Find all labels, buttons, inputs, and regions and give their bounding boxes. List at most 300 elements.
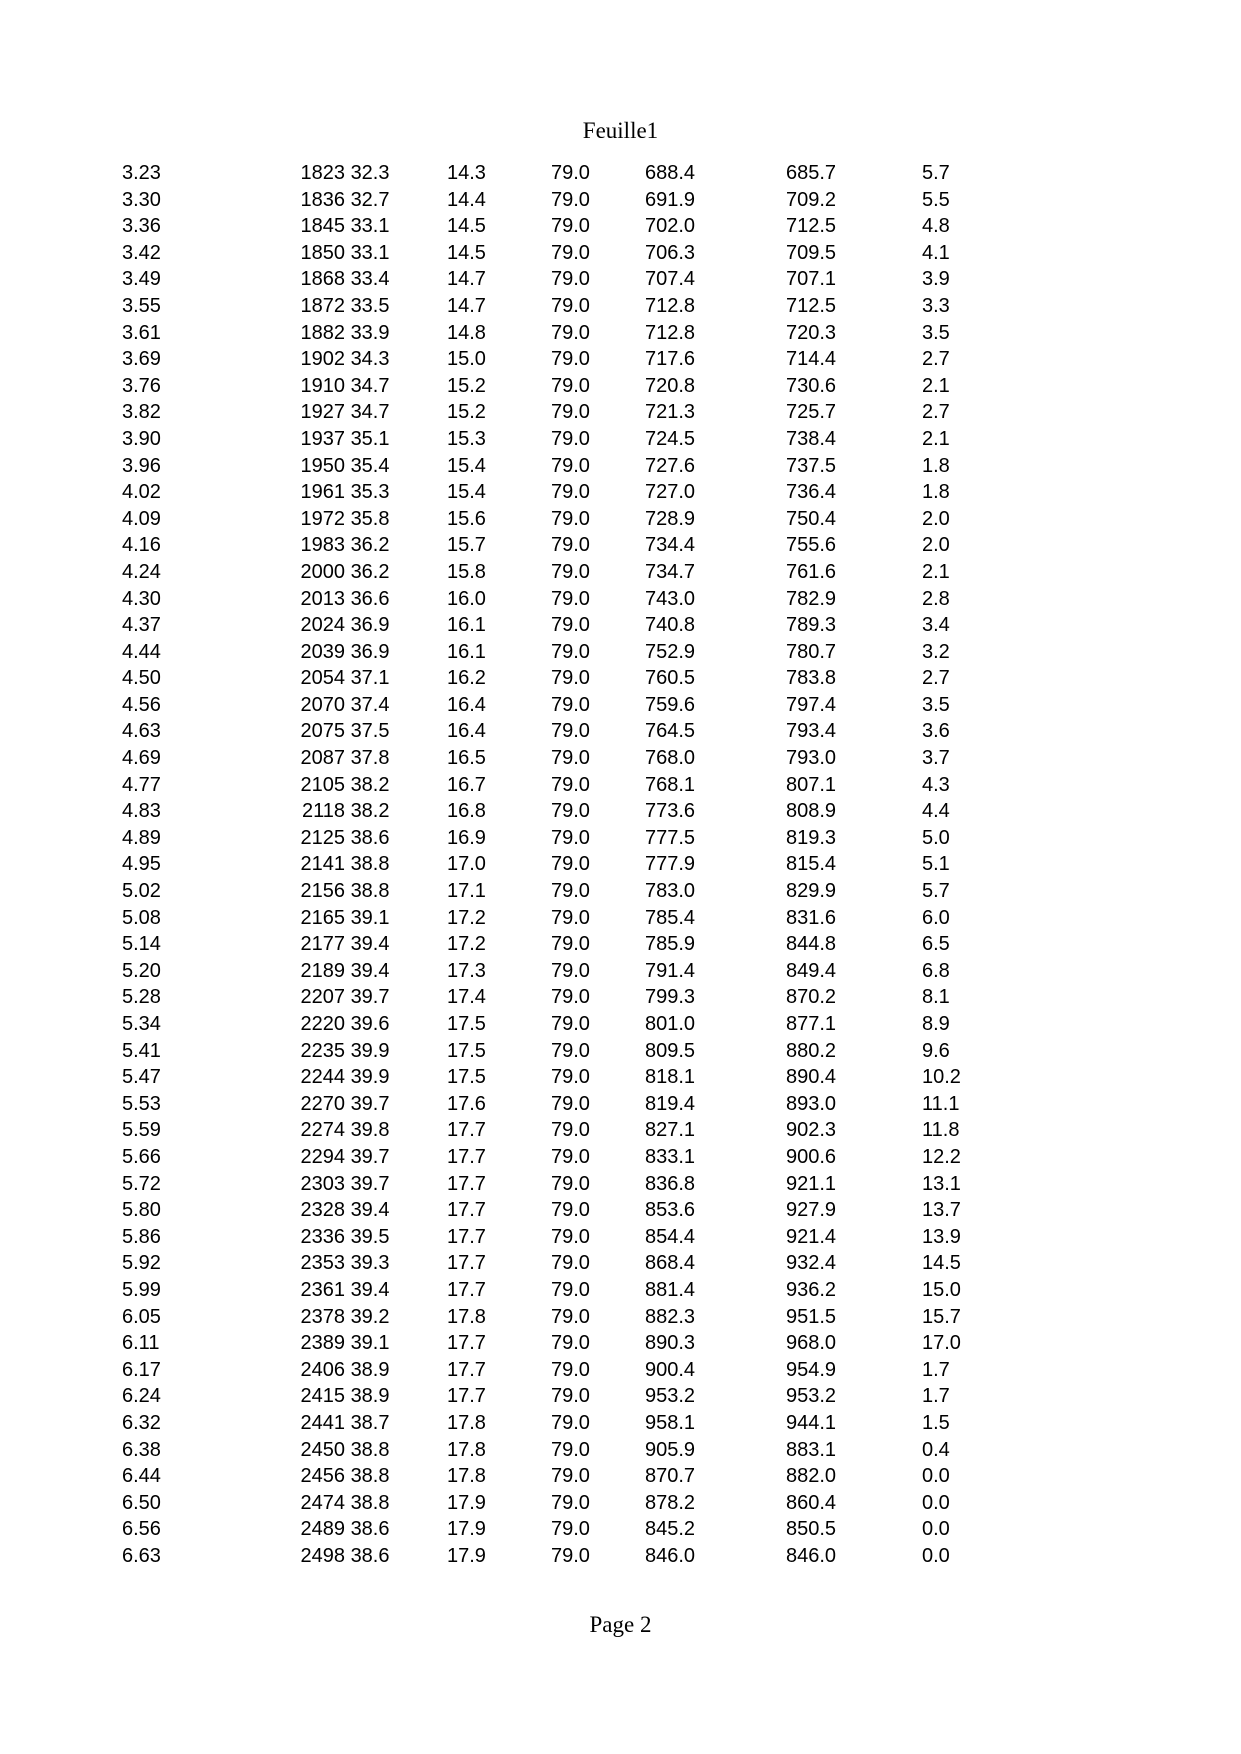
table-cell: 691.9 [645, 188, 696, 211]
table-cell: 2156 [300, 880, 345, 903]
table-cell: 3.5 [922, 693, 950, 716]
table-cell: 760.5 [645, 667, 696, 690]
table-cell: 17.7 [447, 1385, 486, 1408]
table-cell: 727.6 [645, 454, 696, 477]
table-cell: 2.7 [922, 667, 950, 690]
table-cell: 2070 [300, 693, 345, 716]
table-cell: 2207 [300, 986, 345, 1009]
table-row [0, 1516, 1241, 1543]
table-row [0, 1383, 1241, 1410]
table-cell: 725.7 [786, 401, 837, 424]
table-cell: 79.0 [551, 773, 590, 796]
table-cell: 16.8 [447, 800, 486, 823]
table-cell: 927.9 [786, 1199, 837, 1222]
table-cell: 2353 [300, 1252, 345, 1275]
table-row [0, 1224, 1241, 1251]
table-cell: 2294 [300, 1145, 345, 1168]
table-cell: 3.42 [122, 241, 161, 264]
table-row [0, 240, 1241, 267]
table-cell: 15.3 [447, 427, 486, 450]
table-cell: 39.3 [350, 1252, 390, 1275]
table-cell: 79.0 [551, 348, 590, 371]
table-row [0, 506, 1241, 533]
table-cell: 79.0 [551, 986, 590, 1009]
table-cell: 4.37 [122, 614, 161, 637]
table-cell: 14.8 [447, 321, 486, 344]
table-cell: 79.0 [551, 1092, 590, 1115]
table-cell: 877.1 [786, 1013, 837, 1035]
table-cell: 17.4 [447, 986, 486, 1009]
table-cell: 79.0 [551, 1039, 590, 1062]
table-cell: 34.7 [350, 401, 390, 424]
table-cell: 808.9 [786, 800, 837, 823]
table-cell: 15.4 [447, 454, 486, 477]
table-cell: 15.8 [447, 560, 486, 583]
table-cell: 79.0 [551, 1066, 590, 1089]
table-cell: 900.6 [786, 1145, 837, 1168]
table-cell: 720.8 [645, 374, 696, 397]
table-cell: 79.0 [551, 1199, 590, 1222]
table-cell: 16.4 [447, 693, 486, 716]
table-cell: 2177 [300, 933, 345, 956]
table-cell: 79.0 [551, 1225, 590, 1248]
table-cell: 79.0 [551, 534, 590, 557]
table-cell: 16.0 [447, 587, 486, 610]
table-cell: 17.7 [447, 1252, 486, 1275]
table-cell: 4.69 [122, 747, 161, 770]
table-cell: 777.5 [645, 826, 696, 849]
table-cell: 8.9 [922, 1013, 950, 1035]
table-cell: 768.1 [645, 773, 696, 796]
table-cell: 1845 [300, 215, 345, 238]
table-cell: 1927 [300, 401, 345, 424]
table-cell: 785.4 [645, 906, 696, 929]
table-cell: 2.1 [922, 374, 950, 397]
table-row [0, 426, 1241, 453]
table-cell: 2141 [300, 853, 345, 876]
table-cell: 768.0 [645, 747, 696, 770]
table-cell: 10.2 [922, 1066, 961, 1089]
table-cell: 3.5 [922, 321, 950, 344]
table-cell: 5.86 [122, 1225, 161, 1248]
table-cell: 79.0 [551, 880, 590, 903]
table-cell: 6.0 [922, 906, 950, 929]
table-cell: 38.6 [350, 1544, 390, 1567]
table-cell: 32.7 [350, 188, 390, 211]
table-cell: 79.0 [551, 294, 590, 317]
table-cell: 1.7 [922, 1385, 950, 1408]
table-cell: 2105 [300, 773, 345, 796]
table-cell: 5.14 [122, 933, 161, 956]
table-cell: 38.8 [350, 1465, 390, 1488]
table-cell: 6.50 [122, 1491, 161, 1514]
table-cell: 5.53 [122, 1092, 161, 1115]
table-row [0, 958, 1241, 985]
table-cell: 801.0 [645, 1013, 696, 1035]
table-cell: 860.4 [786, 1491, 837, 1514]
table-cell: 870.7 [645, 1465, 696, 1488]
table-cell: 2.0 [922, 507, 950, 530]
table-cell: 717.6 [645, 348, 696, 371]
table-cell: 35.3 [350, 481, 390, 504]
table-cell: 17.5 [447, 1039, 486, 1062]
table-cell: 844.8 [786, 933, 837, 956]
table-cell: 921.4 [786, 1225, 837, 1248]
table-cell: 0.0 [922, 1491, 950, 1514]
table-cell: 845.2 [645, 1518, 696, 1541]
table-cell: 6.32 [122, 1411, 161, 1434]
table-cell: 3.49 [122, 268, 161, 291]
table-cell: 79.0 [551, 321, 590, 344]
table-cell: 3.4 [922, 614, 950, 637]
table-row [0, 772, 1241, 799]
table-cell: 15.4 [447, 481, 486, 504]
table-cell: 1872 [300, 294, 345, 317]
table-cell: 79.0 [551, 1145, 590, 1168]
table-cell: 881.4 [645, 1278, 696, 1301]
table-cell: 39.7 [350, 1172, 390, 1195]
table-cell: 2125 [300, 826, 345, 849]
table-cell: 79.0 [551, 1013, 590, 1035]
table-cell: 783.0 [645, 880, 696, 903]
table-row [0, 1144, 1241, 1171]
table-cell: 79.0 [551, 1465, 590, 1488]
table-row [0, 559, 1241, 586]
table-cell: 791.4 [645, 959, 696, 982]
table-cell: 33.9 [350, 321, 390, 344]
table-cell: 1.8 [922, 481, 950, 504]
table-cell: 38.9 [350, 1358, 390, 1381]
table-cell: 13.1 [922, 1172, 961, 1195]
table-cell: 17.7 [447, 1199, 486, 1222]
table-cell: 2389 [300, 1332, 345, 1355]
table-cell: 17.1 [447, 880, 486, 903]
table-cell: 6.56 [122, 1518, 161, 1541]
table-cell: 4.3 [922, 773, 950, 796]
table-cell: 831.6 [786, 906, 837, 929]
table-cell: 728.9 [645, 507, 696, 530]
table-cell: 2336 [300, 1225, 345, 1248]
table-row [0, 1277, 1241, 1304]
table-cell: 36.9 [350, 614, 390, 637]
table-cell: 38.8 [350, 1491, 390, 1514]
table-row [0, 745, 1241, 772]
table-cell: 39.4 [350, 1199, 390, 1222]
table-row [0, 399, 1241, 426]
table-cell: 36.2 [350, 560, 390, 583]
table-cell: 37.8 [350, 747, 390, 770]
table-row [0, 293, 1241, 320]
table-cell: 8.1 [922, 986, 950, 1009]
table-cell: 39.4 [350, 933, 390, 956]
table-cell: 764.5 [645, 720, 696, 743]
table-cell: 5.59 [122, 1119, 161, 1142]
data-table [0, 160, 1241, 1569]
table-cell: 5.34 [122, 1013, 161, 1035]
table-cell: 39.7 [350, 986, 390, 1009]
table-row [0, 825, 1241, 852]
table-cell: 5.99 [122, 1278, 161, 1301]
table-cell: 5.1 [922, 853, 950, 876]
table-row [0, 1357, 1241, 1384]
table-row [0, 1410, 1241, 1437]
table-cell: 5.41 [122, 1039, 161, 1062]
table-cell: 14.7 [447, 268, 486, 291]
table-cell: 807.1 [786, 773, 837, 796]
table-cell: 730.6 [786, 374, 837, 397]
table-row [0, 931, 1241, 958]
table-cell: 79.0 [551, 162, 590, 184]
table-cell: 79.0 [551, 1172, 590, 1195]
table-cell: 79.0 [551, 1305, 590, 1328]
table-cell: 3.7 [922, 747, 950, 770]
table-row [0, 639, 1241, 666]
table-cell: 17.5 [447, 1066, 486, 1089]
table-cell: 17.7 [447, 1119, 486, 1142]
table-cell: 15.7 [447, 534, 486, 557]
table-cell: 4.02 [122, 481, 161, 504]
table-cell: 15.7 [922, 1305, 961, 1328]
table-cell: 2415 [300, 1385, 345, 1408]
table-row [0, 718, 1241, 745]
table-row [0, 1330, 1241, 1357]
table-cell: 6.17 [122, 1358, 161, 1381]
table-cell: 1902 [300, 348, 345, 371]
table-cell: 79.0 [551, 374, 590, 397]
table-cell: 39.6 [350, 1013, 390, 1035]
table-cell: 6.8 [922, 959, 950, 982]
table-cell: 2406 [300, 1358, 345, 1381]
table-cell: 2361 [300, 1278, 345, 1301]
table-cell: 79.0 [551, 1518, 590, 1541]
table-cell: 12.2 [922, 1145, 961, 1168]
table-cell: 39.7 [350, 1145, 390, 1168]
table-cell: 36.6 [350, 587, 390, 610]
table-cell: 2039 [300, 640, 345, 663]
table-cell: 3.61 [122, 321, 161, 344]
table-cell: 785.9 [645, 933, 696, 956]
table-cell: 34.7 [350, 374, 390, 397]
table-cell: 5.08 [122, 906, 161, 929]
table-cell: 2118 [301, 800, 345, 823]
table-cell: 38.9 [350, 1385, 390, 1408]
table-cell: 2024 [300, 614, 345, 637]
table-cell: 2054 [300, 667, 345, 690]
table-cell: 809.5 [645, 1039, 696, 1062]
table-cell: 878.2 [645, 1491, 696, 1514]
table-cell: 3.23 [122, 162, 161, 184]
table-cell: 79.0 [551, 853, 590, 876]
table-cell: 39.9 [350, 1039, 390, 1062]
table-row [0, 1304, 1241, 1331]
table-cell: 870.2 [786, 986, 837, 1009]
table-cell: 17.2 [447, 933, 486, 956]
table-cell: 79.0 [551, 640, 590, 663]
table-cell: 797.4 [786, 693, 837, 716]
table-cell: 2303 [300, 1172, 345, 1195]
table-cell: 1882 [300, 321, 345, 344]
table-cell: 79.0 [551, 1252, 590, 1275]
table-cell: 685.7 [786, 162, 837, 184]
table-cell: 79.0 [551, 1358, 590, 1381]
table-cell: 3.69 [122, 348, 161, 371]
table-cell: 36.9 [350, 640, 390, 663]
table-cell: 11.1 [922, 1092, 960, 1115]
table-cell: 5.7 [922, 162, 950, 184]
table-cell: 5.80 [122, 1199, 161, 1222]
table-cell: 2.7 [922, 348, 950, 371]
table-cell: 17.8 [447, 1411, 486, 1434]
table-cell: 36.2 [350, 534, 390, 557]
table-cell: 2087 [300, 747, 345, 770]
table-row [0, 320, 1241, 347]
table-cell: 39.5 [350, 1225, 390, 1248]
table-cell: 882.3 [645, 1305, 696, 1328]
table-cell: 2450 [300, 1438, 345, 1461]
table-row [0, 1117, 1241, 1144]
table-cell: 850.5 [786, 1518, 837, 1541]
table-cell: 4.77 [122, 773, 161, 796]
table-cell: 33.1 [350, 215, 390, 238]
table-cell: 709.5 [786, 241, 837, 264]
table-cell: 32.3 [350, 162, 390, 184]
table-cell: 39.9 [350, 1066, 390, 1089]
table-cell: 79.0 [551, 959, 590, 982]
table-cell: 79.0 [551, 800, 590, 823]
table-cell: 79.0 [551, 933, 590, 956]
table-cell: 880.2 [786, 1039, 837, 1062]
table-cell: 4.50 [122, 667, 161, 690]
table-cell: 14.5 [447, 215, 486, 238]
table-cell: 890.4 [786, 1066, 837, 1089]
table-cell: 5.20 [122, 959, 161, 982]
table-cell: 14.4 [447, 188, 486, 211]
table-cell: 17.5 [447, 1013, 486, 1035]
table-row [0, 798, 1241, 825]
table-cell: 750.4 [786, 507, 837, 530]
table-row [0, 1250, 1241, 1277]
table-cell: 1910 [300, 374, 345, 397]
table-cell: 883.1 [786, 1438, 837, 1461]
table-cell: 38.6 [350, 826, 390, 849]
table-cell: 2244 [300, 1066, 345, 1089]
table-cell: 17.9 [447, 1544, 486, 1567]
table-cell: 714.4 [786, 348, 837, 371]
table-cell: 38.8 [350, 853, 390, 876]
table-cell: 4.83 [122, 800, 161, 823]
table-cell: 4.1 [922, 241, 950, 264]
table-cell: 16.1 [447, 640, 486, 663]
table-cell: 734.7 [645, 560, 696, 583]
table-cell: 5.02 [122, 880, 161, 903]
table-cell: 2474 [300, 1491, 345, 1514]
table-cell: 79.0 [551, 693, 590, 716]
table-cell: 2189 [300, 959, 345, 982]
table-cell: 1.5 [922, 1411, 950, 1434]
table-cell: 14.7 [447, 294, 486, 317]
table-cell: 1.8 [922, 454, 950, 477]
table-cell: 6.5 [922, 933, 950, 956]
table-cell: 712.5 [786, 294, 837, 317]
table-cell: 740.8 [645, 614, 696, 637]
table-cell: 702.0 [645, 215, 696, 238]
table-cell: 15.2 [447, 401, 486, 424]
table-cell: 17.0 [922, 1332, 961, 1355]
table-cell: 2013 [300, 587, 345, 610]
table-cell: 39.7 [350, 1092, 390, 1115]
table-cell: 6.05 [122, 1305, 161, 1328]
table-cell: 38.2 [350, 800, 390, 823]
table-cell: 734.4 [645, 534, 696, 557]
table-cell: 16.7 [447, 773, 486, 796]
table-cell: 38.8 [350, 880, 390, 903]
table-cell: 17.7 [447, 1332, 486, 1355]
table-cell: 79.0 [551, 268, 590, 291]
table-cell: 4.44 [122, 640, 161, 663]
table-cell: 13.7 [922, 1199, 961, 1222]
table-cell: 4.09 [122, 507, 161, 530]
table-cell: 0.0 [922, 1518, 950, 1541]
table-cell: 2274 [300, 1119, 345, 1142]
table-cell: 16.9 [447, 826, 486, 849]
table-cell: 712.8 [645, 294, 696, 317]
table-cell: 79.0 [551, 906, 590, 929]
table-row [0, 346, 1241, 373]
table-cell: 15.6 [447, 507, 486, 530]
table-cell: 793.4 [786, 720, 837, 743]
table-cell: 79.0 [551, 454, 590, 477]
table-cell: 2441 [300, 1411, 345, 1434]
table-row [0, 373, 1241, 400]
table-cell: 1972 [300, 507, 345, 530]
table-cell: 761.6 [786, 560, 837, 583]
table-cell: 13.9 [922, 1225, 961, 1248]
table-cell: 17.9 [447, 1491, 486, 1514]
table-cell: 37.5 [350, 720, 390, 743]
table-cell: 79.0 [551, 1438, 590, 1461]
table-cell: 2456 [300, 1465, 345, 1488]
table-cell: 14.5 [922, 1252, 961, 1275]
table-row [0, 1437, 1241, 1464]
table-cell: 79.0 [551, 507, 590, 530]
table-cell: 5.7 [922, 880, 950, 903]
table-cell: 1836 [300, 188, 345, 211]
table-cell: 2.8 [922, 587, 950, 610]
table-cell: 35.8 [350, 507, 390, 530]
table-cell: 818.1 [645, 1066, 696, 1089]
table-cell: 4.30 [122, 587, 161, 610]
table-cell: 15.0 [922, 1278, 961, 1301]
table-cell: 789.3 [786, 614, 837, 637]
table-row [0, 1543, 1241, 1570]
table-cell: 755.6 [786, 534, 837, 557]
table-cell: 2075 [300, 720, 345, 743]
table-cell: 736.4 [786, 481, 837, 504]
table-cell: 5.47 [122, 1066, 161, 1089]
table-row [0, 187, 1241, 214]
table-cell: 2270 [300, 1092, 345, 1115]
table-cell: 33.5 [350, 294, 390, 317]
table-cell: 944.1 [786, 1411, 837, 1434]
table-cell: 905.9 [645, 1438, 696, 1461]
table-cell: 15.0 [447, 348, 486, 371]
table-cell: 819.3 [786, 826, 837, 849]
table-cell: 1823 [300, 162, 345, 184]
table-cell: 4.4 [922, 800, 950, 823]
table-cell: 16.4 [447, 720, 486, 743]
table-cell: 5.92 [122, 1252, 161, 1275]
table-cell: 968.0 [786, 1332, 837, 1355]
